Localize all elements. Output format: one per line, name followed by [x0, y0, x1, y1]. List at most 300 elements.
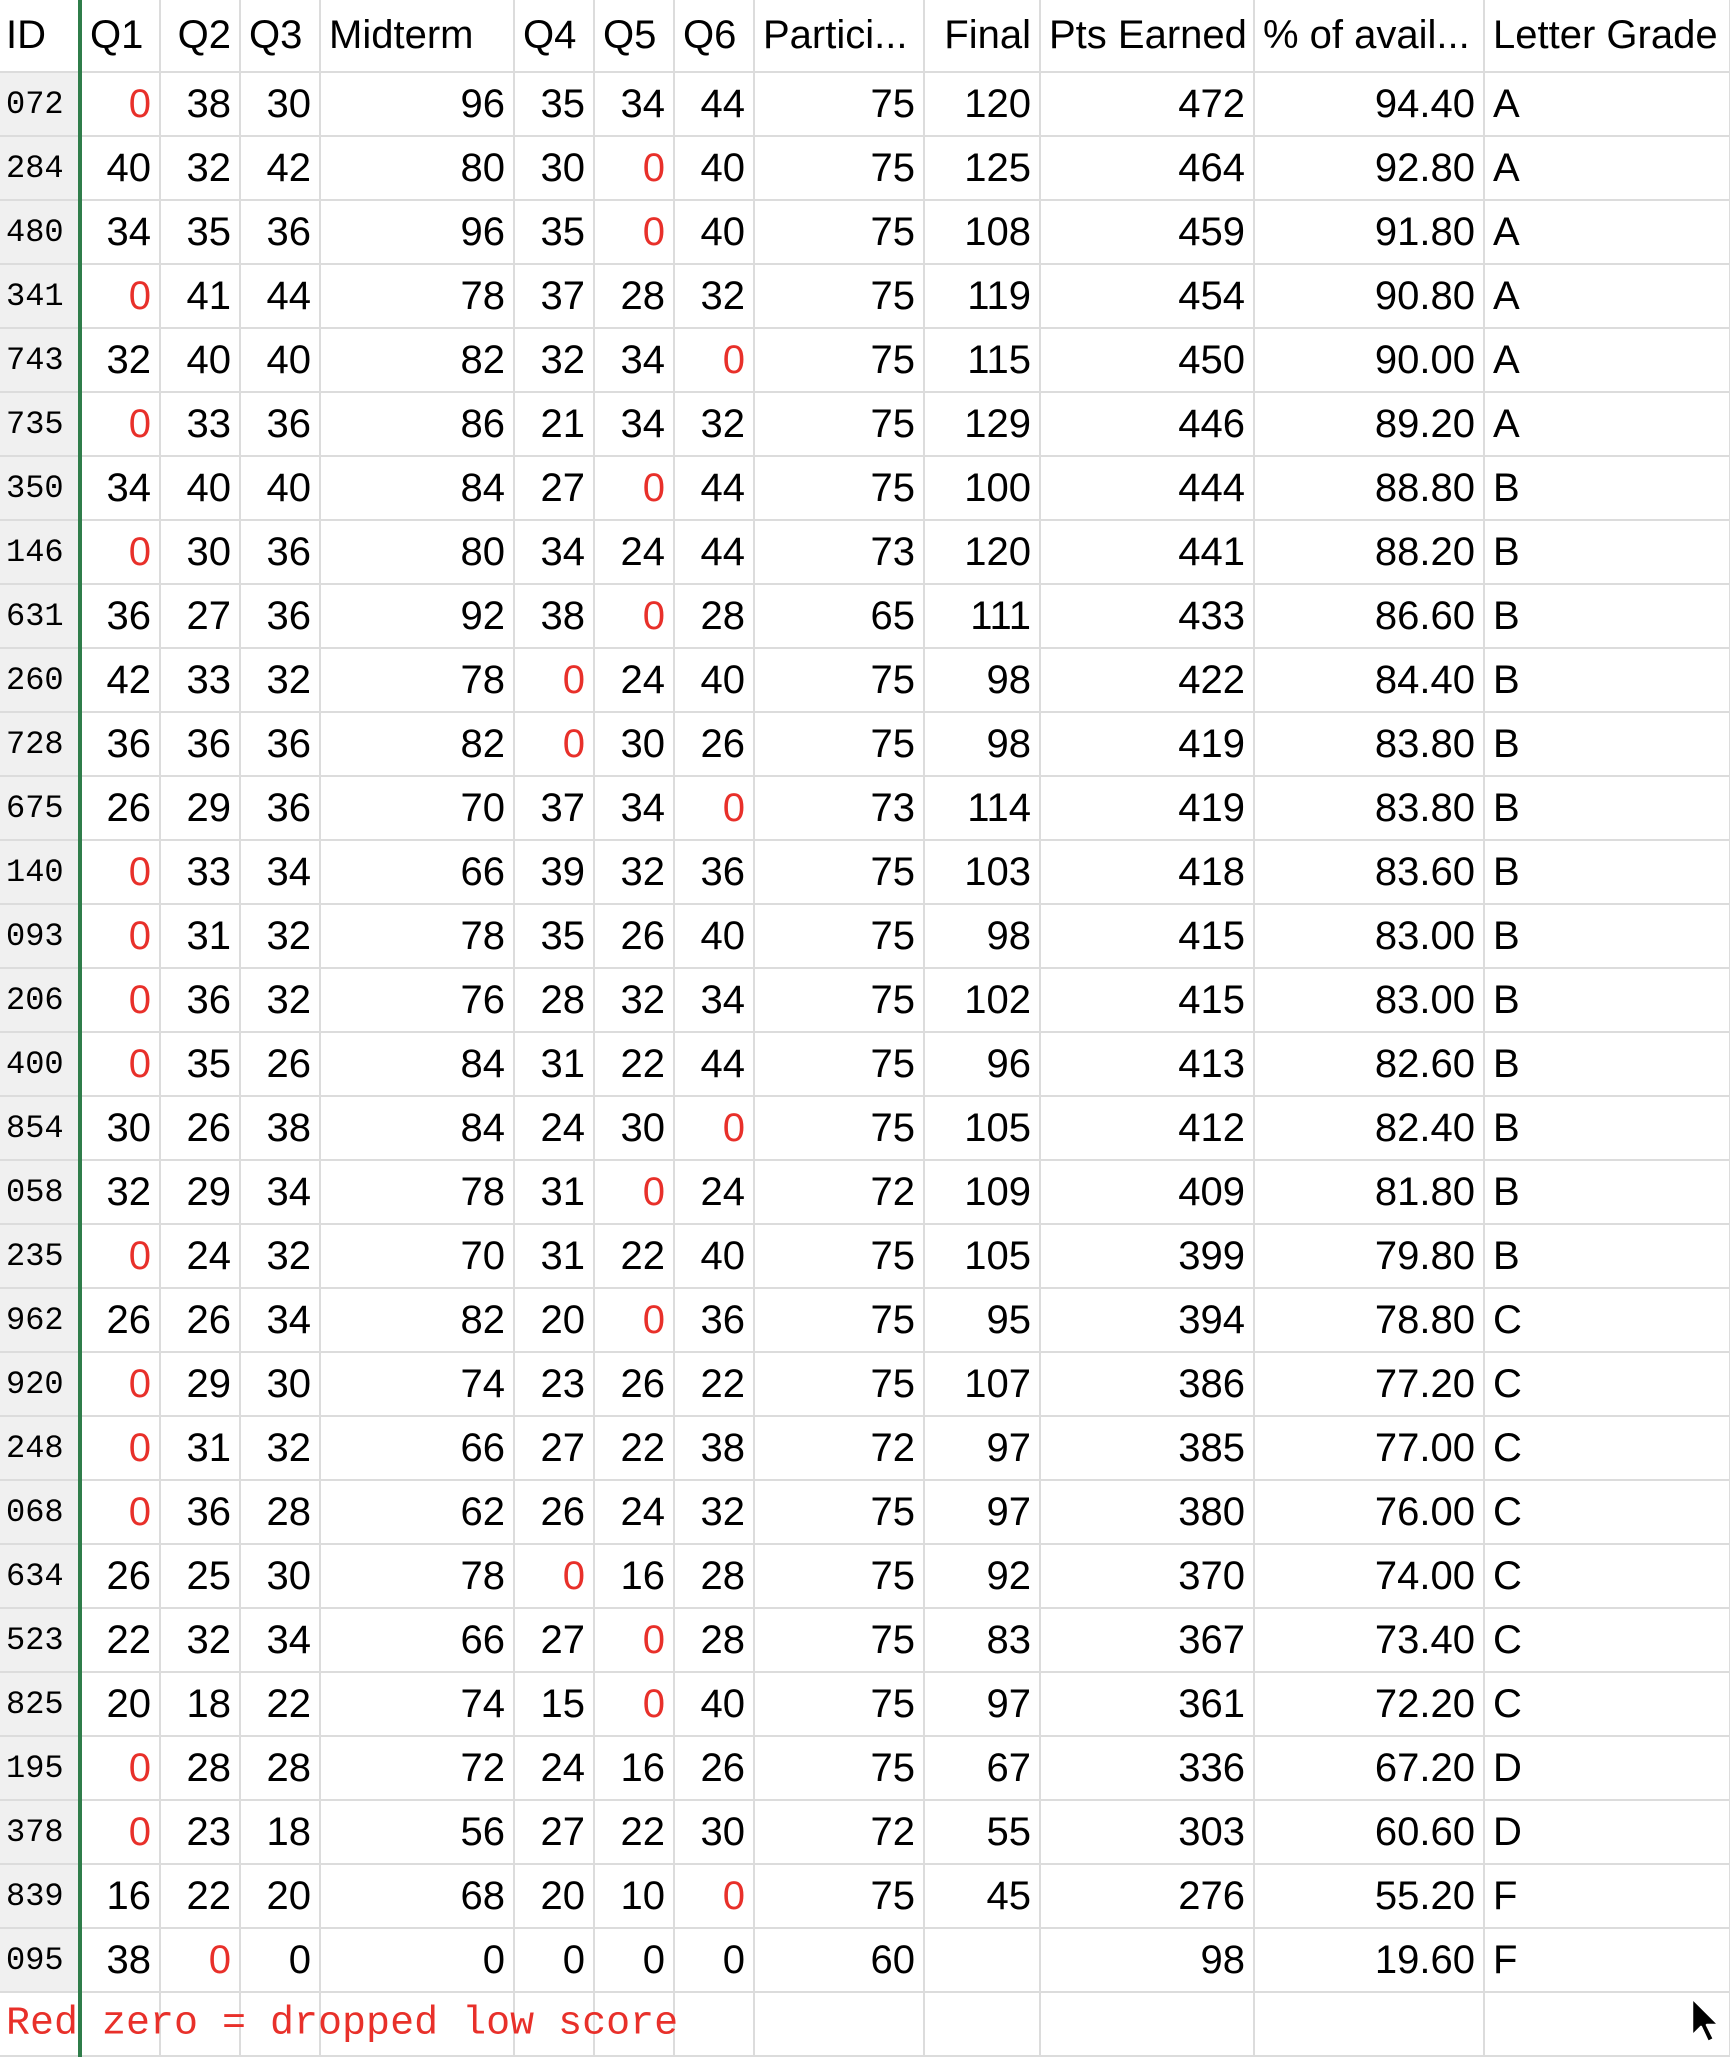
cell-q1[interactable]: 0 [80, 392, 160, 456]
cell-q4[interactable]: 20 [514, 1288, 594, 1352]
cell-q5[interactable]: 22 [594, 1032, 674, 1096]
cell-q3[interactable]: 38 [240, 1096, 320, 1160]
cell-q5[interactable]: 16 [594, 1544, 674, 1608]
cell-q5[interactable]: 10 [594, 1864, 674, 1928]
cell-percent[interactable]: 91.80 [1254, 200, 1484, 264]
cell-final[interactable]: 96 [924, 1032, 1040, 1096]
cell-q2[interactable]: 29 [160, 1160, 240, 1224]
cell-midterm[interactable]: 96 [320, 200, 514, 264]
cell-q6[interactable]: 0 [674, 328, 754, 392]
cell-q5[interactable]: 34 [594, 392, 674, 456]
cell-q5[interactable]: 34 [594, 328, 674, 392]
cell-participation[interactable]: 75 [754, 1096, 924, 1160]
cell-q2[interactable]: 31 [160, 904, 240, 968]
cell-participation[interactable]: 75 [754, 1224, 924, 1288]
cell-midterm[interactable]: 66 [320, 1416, 514, 1480]
cell-percent[interactable]: 82.60 [1254, 1032, 1484, 1096]
header-q5[interactable]: Q5 [594, 0, 674, 72]
cell-pts-earned[interactable]: 394 [1040, 1288, 1254, 1352]
cell-q5[interactable]: 22 [594, 1416, 674, 1480]
cell-q5[interactable]: 24 [594, 520, 674, 584]
cell-q6[interactable]: 22 [674, 1352, 754, 1416]
cell-percent[interactable]: 77.20 [1254, 1352, 1484, 1416]
cell-q5[interactable]: 0 [594, 1928, 674, 1992]
cell-q5[interactable]: 32 [594, 840, 674, 904]
cell-final[interactable]: 102 [924, 968, 1040, 1032]
cell-letter-grade[interactable]: D [1484, 1736, 1730, 1800]
cell-final[interactable]: 97 [924, 1480, 1040, 1544]
cell-q2[interactable]: 36 [160, 1480, 240, 1544]
cell-id[interactable]: 962 [0, 1288, 80, 1352]
cell-q1[interactable]: 20 [80, 1672, 160, 1736]
cell-q3[interactable]: 44 [240, 264, 320, 328]
cell-q5[interactable]: 26 [594, 1352, 674, 1416]
cell-q5[interactable]: 0 [594, 1608, 674, 1672]
cell-midterm[interactable]: 80 [320, 136, 514, 200]
cell-final[interactable]: 67 [924, 1736, 1040, 1800]
cell-letter-grade[interactable]: C [1484, 1608, 1730, 1672]
cell-participation[interactable]: 75 [754, 456, 924, 520]
cell-pts-earned[interactable]: 433 [1040, 584, 1254, 648]
cell-letter-grade[interactable]: B [1484, 1160, 1730, 1224]
cell-q3[interactable]: 32 [240, 1224, 320, 1288]
cell-q4[interactable]: 30 [514, 136, 594, 200]
cell-q3[interactable]: 34 [240, 840, 320, 904]
cell-q2[interactable]: 29 [160, 776, 240, 840]
cell-q6[interactable]: 36 [674, 1288, 754, 1352]
cell-participation[interactable]: 75 [754, 904, 924, 968]
cell-q2[interactable]: 33 [160, 840, 240, 904]
cell-participation[interactable]: 75 [754, 1864, 924, 1928]
cell-q6[interactable]: 28 [674, 1608, 754, 1672]
cell-q1[interactable]: 34 [80, 456, 160, 520]
cell-pts-earned[interactable]: 422 [1040, 648, 1254, 712]
cell-id[interactable]: 480 [0, 200, 80, 264]
cell-q5[interactable]: 30 [594, 1096, 674, 1160]
cell-id[interactable]: 195 [0, 1736, 80, 1800]
cell-q3[interactable]: 34 [240, 1608, 320, 1672]
cell-q3[interactable]: 40 [240, 328, 320, 392]
cell-id[interactable]: 140 [0, 840, 80, 904]
cell-q4[interactable]: 28 [514, 968, 594, 1032]
cell-participation[interactable]: 75 [754, 1672, 924, 1736]
cell-percent[interactable]: 94.40 [1254, 72, 1484, 136]
cell-midterm[interactable]: 84 [320, 456, 514, 520]
legend-note-cell[interactable] [0, 1992, 679, 2056]
cell-q3[interactable]: 30 [240, 1352, 320, 1416]
cell-q3[interactable]: 36 [240, 520, 320, 584]
cell-id[interactable]: 735 [0, 392, 80, 456]
cell-letter-grade[interactable]: A [1484, 264, 1730, 328]
cell-participation[interactable]: 72 [754, 1800, 924, 1864]
cell-final[interactable]: 114 [924, 776, 1040, 840]
cell-q1[interactable]: 0 [80, 520, 160, 584]
cell-final[interactable]: 120 [924, 520, 1040, 584]
cell-pts-earned[interactable]: 419 [1040, 776, 1254, 840]
cell-final[interactable]: 103 [924, 840, 1040, 904]
cell-q3[interactable]: 20 [240, 1864, 320, 1928]
cell-q4[interactable]: 0 [514, 1928, 594, 1992]
cell-q2[interactable]: 38 [160, 72, 240, 136]
cell-q6[interactable]: 38 [674, 1416, 754, 1480]
cell-midterm[interactable]: 78 [320, 264, 514, 328]
cell-q4[interactable]: 0 [514, 648, 594, 712]
cell-pts-earned[interactable]: 415 [1040, 968, 1254, 1032]
cell-percent[interactable]: 83.80 [1254, 776, 1484, 840]
cell-q1[interactable]: 0 [80, 1800, 160, 1864]
cell-pts-earned[interactable]: 367 [1040, 1608, 1254, 1672]
cell-pts-earned[interactable]: 399 [1040, 1224, 1254, 1288]
cell-q3[interactable]: 28 [240, 1480, 320, 1544]
cell-pts-earned[interactable]: 419 [1040, 712, 1254, 776]
cell-q2[interactable]: 40 [160, 456, 240, 520]
cell-q4[interactable]: 32 [514, 328, 594, 392]
cell-q4[interactable]: 31 [514, 1224, 594, 1288]
cell-q5[interactable]: 32 [594, 968, 674, 1032]
cell-q4[interactable]: 34 [514, 520, 594, 584]
cell-id[interactable]: 675 [0, 776, 80, 840]
cell-midterm[interactable]: 82 [320, 328, 514, 392]
cell-q6[interactable]: 24 [674, 1160, 754, 1224]
cell-percent[interactable]: 77.00 [1254, 1416, 1484, 1480]
cell-q3[interactable]: 32 [240, 968, 320, 1032]
cell-q5[interactable]: 16 [594, 1736, 674, 1800]
cell-q5[interactable]: 0 [594, 584, 674, 648]
cell-q3[interactable]: 36 [240, 392, 320, 456]
cell-percent[interactable]: 83.00 [1254, 968, 1484, 1032]
cell-q6[interactable]: 40 [674, 136, 754, 200]
cell-percent[interactable]: 83.60 [1254, 840, 1484, 904]
cell-letter-grade[interactable]: C [1484, 1288, 1730, 1352]
cell-q4[interactable]: 27 [514, 1800, 594, 1864]
cell-pts-earned[interactable]: 459 [1040, 200, 1254, 264]
cell-letter-grade[interactable]: B [1484, 456, 1730, 520]
cell-id[interactable]: 248 [0, 1416, 80, 1480]
cell-letter-grade[interactable]: C [1484, 1352, 1730, 1416]
cell-q2[interactable]: 32 [160, 136, 240, 200]
cell-letter-grade[interactable]: B [1484, 840, 1730, 904]
cell-q1[interactable]: 36 [80, 584, 160, 648]
cell-q1[interactable]: 38 [80, 1928, 160, 1992]
cell-id[interactable]: 631 [0, 584, 80, 648]
cell-q2[interactable]: 29 [160, 1352, 240, 1416]
cell-pts-earned[interactable]: 361 [1040, 1672, 1254, 1736]
cell-q2[interactable]: 35 [160, 200, 240, 264]
cell-q2[interactable]: 33 [160, 392, 240, 456]
cell-midterm[interactable]: 0 [320, 1928, 514, 1992]
cell-midterm[interactable]: 84 [320, 1096, 514, 1160]
cell-letter-grade[interactable]: F [1484, 1864, 1730, 1928]
cell-participation[interactable]: 75 [754, 1480, 924, 1544]
cell-q1[interactable]: 34 [80, 200, 160, 264]
cell-percent[interactable]: 79.80 [1254, 1224, 1484, 1288]
cell-q2[interactable]: 23 [160, 1800, 240, 1864]
cell-letter-grade[interactable]: B [1484, 648, 1730, 712]
cell-q6[interactable]: 26 [674, 712, 754, 776]
cell-q1[interactable]: 26 [80, 1544, 160, 1608]
cell-q5[interactable]: 30 [594, 712, 674, 776]
cell-q1[interactable]: 26 [80, 1288, 160, 1352]
cell-id[interactable]: 235 [0, 1224, 80, 1288]
cell-participation[interactable]: 75 [754, 264, 924, 328]
cell-midterm[interactable]: 92 [320, 584, 514, 648]
empty-cell[interactable] [1040, 1992, 1254, 2056]
cell-q6[interactable]: 40 [674, 904, 754, 968]
header-q4[interactable]: Q4 [514, 0, 594, 72]
cell-letter-grade[interactable]: A [1484, 136, 1730, 200]
cell-q4[interactable]: 24 [514, 1096, 594, 1160]
cell-q5[interactable]: 0 [594, 1288, 674, 1352]
cell-letter-grade[interactable]: C [1484, 1544, 1730, 1608]
cell-q2[interactable]: 26 [160, 1096, 240, 1160]
cell-midterm[interactable]: 96 [320, 72, 514, 136]
cell-q1[interactable]: 36 [80, 712, 160, 776]
cell-q1[interactable]: 0 [80, 72, 160, 136]
cell-q4[interactable]: 35 [514, 904, 594, 968]
cell-midterm[interactable]: 74 [320, 1352, 514, 1416]
cell-q2[interactable]: 0 [160, 1928, 240, 1992]
cell-pts-earned[interactable]: 385 [1040, 1416, 1254, 1480]
cell-midterm[interactable]: 70 [320, 1224, 514, 1288]
cell-letter-grade[interactable]: D [1484, 1800, 1730, 1864]
cell-q3[interactable]: 30 [240, 1544, 320, 1608]
cell-q2[interactable]: 18 [160, 1672, 240, 1736]
cell-pts-earned[interactable]: 444 [1040, 456, 1254, 520]
cell-pts-earned[interactable]: 446 [1040, 392, 1254, 456]
cell-q2[interactable]: 35 [160, 1032, 240, 1096]
cell-q1[interactable]: 0 [80, 1480, 160, 1544]
cell-final[interactable]: 105 [924, 1224, 1040, 1288]
empty-cell[interactable] [674, 1992, 754, 2056]
cell-percent[interactable]: 90.80 [1254, 264, 1484, 328]
cell-letter-grade[interactable]: B [1484, 776, 1730, 840]
cell-q6[interactable]: 34 [674, 968, 754, 1032]
cell-participation[interactable]: 75 [754, 840, 924, 904]
cell-id[interactable]: 095 [0, 1928, 80, 1992]
cell-letter-grade[interactable]: B [1484, 968, 1730, 1032]
cell-percent[interactable]: 73.40 [1254, 1608, 1484, 1672]
cell-final[interactable]: 55 [924, 1800, 1040, 1864]
cell-letter-grade[interactable]: B [1484, 712, 1730, 776]
cell-q3[interactable]: 34 [240, 1160, 320, 1224]
cell-q3[interactable]: 26 [240, 1032, 320, 1096]
cell-q1[interactable]: 0 [80, 1224, 160, 1288]
cell-letter-grade[interactable]: A [1484, 200, 1730, 264]
cell-q6[interactable]: 26 [674, 1736, 754, 1800]
cell-letter-grade[interactable]: B [1484, 904, 1730, 968]
cell-participation[interactable]: 60 [754, 1928, 924, 1992]
cell-midterm[interactable]: 80 [320, 520, 514, 584]
cell-q3[interactable]: 18 [240, 1800, 320, 1864]
header-pts-earned[interactable]: Pts Earned [1040, 0, 1254, 72]
cell-q5[interactable]: 24 [594, 1480, 674, 1544]
cell-letter-grade[interactable]: B [1484, 1224, 1730, 1288]
cell-final[interactable]: 120 [924, 72, 1040, 136]
cell-id[interactable]: 523 [0, 1608, 80, 1672]
cell-q6[interactable]: 40 [674, 1672, 754, 1736]
cell-q5[interactable]: 24 [594, 648, 674, 712]
cell-q1[interactable]: 42 [80, 648, 160, 712]
cell-pts-earned[interactable]: 303 [1040, 1800, 1254, 1864]
cell-percent[interactable]: 78.80 [1254, 1288, 1484, 1352]
cell-midterm[interactable]: 74 [320, 1672, 514, 1736]
cell-q4[interactable]: 26 [514, 1480, 594, 1544]
cell-q2[interactable]: 31 [160, 1416, 240, 1480]
cell-pts-earned[interactable]: 418 [1040, 840, 1254, 904]
cell-letter-grade[interactable]: B [1484, 1032, 1730, 1096]
cell-q3[interactable]: 22 [240, 1672, 320, 1736]
cell-final[interactable]: 97 [924, 1416, 1040, 1480]
cell-percent[interactable]: 72.20 [1254, 1672, 1484, 1736]
cell-q6[interactable]: 30 [674, 1800, 754, 1864]
header-q3[interactable]: Q3 [240, 0, 320, 72]
cell-q1[interactable]: 16 [80, 1864, 160, 1928]
cell-pts-earned[interactable]: 409 [1040, 1160, 1254, 1224]
cell-q6[interactable]: 44 [674, 1032, 754, 1096]
cell-participation[interactable]: 73 [754, 520, 924, 584]
cell-participation[interactable]: 72 [754, 1416, 924, 1480]
cell-q3[interactable]: 36 [240, 200, 320, 264]
cell-final[interactable]: 100 [924, 456, 1040, 520]
cell-q6[interactable]: 0 [674, 1864, 754, 1928]
cell-q2[interactable]: 36 [160, 712, 240, 776]
cell-q6[interactable]: 40 [674, 648, 754, 712]
header-letter-grade[interactable]: Letter Grade [1484, 0, 1730, 72]
header-midterm[interactable]: Midterm [320, 0, 514, 72]
cell-percent[interactable]: 60.60 [1254, 1800, 1484, 1864]
cell-participation[interactable]: 75 [754, 328, 924, 392]
cell-midterm[interactable]: 56 [320, 1800, 514, 1864]
cell-percent[interactable]: 82.40 [1254, 1096, 1484, 1160]
cell-percent[interactable]: 83.80 [1254, 712, 1484, 776]
cell-q3[interactable]: 36 [240, 776, 320, 840]
cell-q1[interactable]: 30 [80, 1096, 160, 1160]
cell-participation[interactable]: 73 [754, 776, 924, 840]
cell-percent[interactable]: 76.00 [1254, 1480, 1484, 1544]
header-q1[interactable]: Q1 [80, 0, 160, 72]
empty-cell[interactable] [1254, 1992, 1484, 2056]
cell-midterm[interactable]: 72 [320, 1736, 514, 1800]
cell-q1[interactable]: 0 [80, 1416, 160, 1480]
cell-participation[interactable]: 75 [754, 1032, 924, 1096]
cell-q5[interactable]: 0 [594, 200, 674, 264]
cell-final[interactable]: 98 [924, 648, 1040, 712]
cell-q1[interactable]: 0 [80, 1736, 160, 1800]
cell-q1[interactable]: 32 [80, 328, 160, 392]
cell-q4[interactable]: 27 [514, 1416, 594, 1480]
cell-final[interactable]: 107 [924, 1352, 1040, 1416]
cell-midterm[interactable]: 70 [320, 776, 514, 840]
cell-q1[interactable]: 0 [80, 968, 160, 1032]
cell-q5[interactable]: 34 [594, 776, 674, 840]
header-final[interactable]: Final [924, 0, 1040, 72]
cell-pts-earned[interactable]: 370 [1040, 1544, 1254, 1608]
cell-final[interactable]: 45 [924, 1864, 1040, 1928]
cell-midterm[interactable]: 84 [320, 1032, 514, 1096]
cell-final[interactable]: 109 [924, 1160, 1040, 1224]
cell-percent[interactable]: 83.00 [1254, 904, 1484, 968]
cell-q2[interactable]: 41 [160, 264, 240, 328]
cell-q4[interactable]: 31 [514, 1032, 594, 1096]
cell-letter-grade[interactable]: C [1484, 1672, 1730, 1736]
cell-pts-earned[interactable]: 98 [1040, 1928, 1254, 1992]
cell-q6[interactable]: 28 [674, 1544, 754, 1608]
cell-q5[interactable]: 22 [594, 1224, 674, 1288]
cell-final[interactable]: 119 [924, 264, 1040, 328]
cell-letter-grade[interactable]: A [1484, 328, 1730, 392]
cell-midterm[interactable]: 78 [320, 648, 514, 712]
cell-q6[interactable]: 44 [674, 72, 754, 136]
cell-q6[interactable]: 0 [674, 776, 754, 840]
cell-pts-earned[interactable]: 472 [1040, 72, 1254, 136]
cell-q4[interactable]: 37 [514, 776, 594, 840]
cell-q4[interactable]: 27 [514, 456, 594, 520]
cell-q3[interactable]: 42 [240, 136, 320, 200]
cell-letter-grade[interactable]: B [1484, 584, 1730, 648]
cell-pts-earned[interactable]: 464 [1040, 136, 1254, 200]
cell-id[interactable]: 146 [0, 520, 80, 584]
cell-participation[interactable]: 75 [754, 1288, 924, 1352]
cell-id[interactable]: 341 [0, 264, 80, 328]
cell-q4[interactable]: 39 [514, 840, 594, 904]
cell-q4[interactable]: 31 [514, 1160, 594, 1224]
cell-id[interactable]: 093 [0, 904, 80, 968]
cell-q1[interactable]: 26 [80, 776, 160, 840]
cell-q4[interactable]: 27 [514, 1608, 594, 1672]
cell-participation[interactable]: 75 [754, 1608, 924, 1672]
cell-participation[interactable]: 75 [754, 72, 924, 136]
cell-pts-earned[interactable]: 276 [1040, 1864, 1254, 1928]
cell-q3[interactable]: 32 [240, 648, 320, 712]
cell-q1[interactable]: 22 [80, 1608, 160, 1672]
cell-pts-earned[interactable]: 454 [1040, 264, 1254, 328]
cell-percent[interactable]: 88.80 [1254, 456, 1484, 520]
cell-q6[interactable]: 32 [674, 392, 754, 456]
cell-midterm[interactable]: 66 [320, 1608, 514, 1672]
cell-id[interactable]: 378 [0, 1800, 80, 1864]
cell-percent[interactable]: 90.00 [1254, 328, 1484, 392]
cell-q1[interactable]: 0 [80, 1352, 160, 1416]
cell-q5[interactable]: 0 [594, 1160, 674, 1224]
cell-letter-grade[interactable]: B [1484, 1096, 1730, 1160]
cell-q5[interactable]: 22 [594, 1800, 674, 1864]
cell-q4[interactable]: 38 [514, 584, 594, 648]
cell-letter-grade[interactable]: B [1484, 520, 1730, 584]
cell-q4[interactable]: 23 [514, 1352, 594, 1416]
cell-q5[interactable]: 0 [594, 1672, 674, 1736]
cell-final[interactable]: 95 [924, 1288, 1040, 1352]
cell-id[interactable]: 260 [0, 648, 80, 712]
cell-q3[interactable]: 36 [240, 712, 320, 776]
cell-participation[interactable]: 72 [754, 1160, 924, 1224]
cell-q6[interactable]: 0 [674, 1096, 754, 1160]
cell-q6[interactable]: 36 [674, 840, 754, 904]
cell-final[interactable] [924, 1928, 1040, 1992]
cell-q3[interactable]: 30 [240, 72, 320, 136]
cell-midterm[interactable]: 78 [320, 1160, 514, 1224]
cell-id[interactable]: 743 [0, 328, 80, 392]
cell-q1[interactable]: 0 [80, 840, 160, 904]
cell-final[interactable]: 111 [924, 584, 1040, 648]
cell-percent[interactable]: 74.00 [1254, 1544, 1484, 1608]
cell-q3[interactable]: 40 [240, 456, 320, 520]
cell-id[interactable]: 058 [0, 1160, 80, 1224]
cell-q2[interactable]: 40 [160, 328, 240, 392]
cell-id[interactable]: 284 [0, 136, 80, 200]
header-q2[interactable]: Q2 [160, 0, 240, 72]
cell-pts-earned[interactable]: 386 [1040, 1352, 1254, 1416]
cell-q3[interactable]: 0 [240, 1928, 320, 1992]
